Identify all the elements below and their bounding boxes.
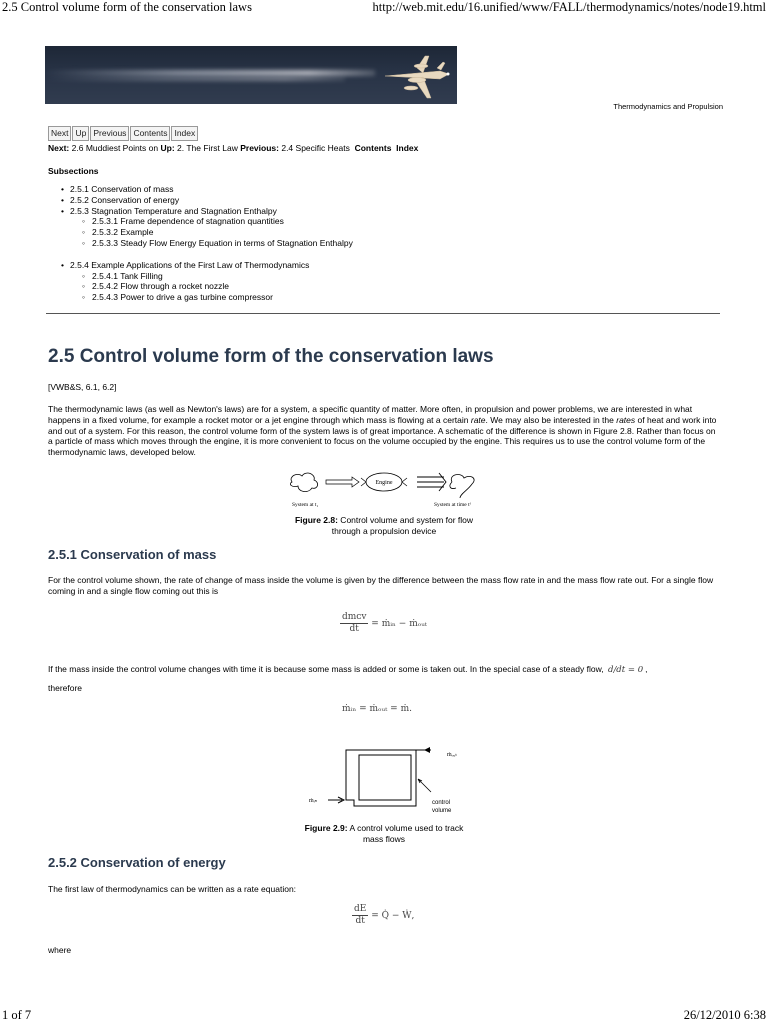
subsections-heading: Subsections	[48, 166, 99, 176]
section-title-2-5-2: 2.5.2 Conservation of energy	[48, 855, 226, 870]
system-blob-right	[450, 475, 474, 498]
toc-subitem[interactable]: ◦ 2.5.3.3 Steady Flow Energy Equation in terms of Stagnation Enthalpy	[82, 238, 353, 249]
where-paragraph: where	[48, 945, 72, 955]
toc-item[interactable]: • 2.5.2 Conservation of energy	[60, 195, 353, 206]
steady-mass-equation: ṁᵢₙ = ṁₒᵤₜ = ṁ.	[342, 704, 412, 714]
engine-label: Engine	[375, 480, 393, 486]
up-link[interactable]: 2. The First Law	[177, 143, 238, 153]
contents-link[interactable]: Contents	[354, 143, 392, 153]
next-link[interactable]: 2.6 Muddiest Points on	[71, 143, 159, 153]
page-title: 2.5 Control volume form of the conservation laws	[48, 346, 494, 367]
control-volume-outer	[346, 750, 416, 806]
up-label: Up:	[160, 143, 175, 153]
previous-link[interactable]: 2.4 Specific Heats	[281, 143, 350, 153]
steady-flow-paragraph: If the mass inside the control volume changes with time it is because some mass is added or some is taken out. In the special case of a steady flow, d/dt = 0 ,	[48, 664, 648, 675]
up-button[interactable]: Up	[72, 126, 89, 141]
print-header	[0, 0, 768, 18]
toc-subitem[interactable]: ◦ 2.5.4.2 Flow through a rocket nozzle	[82, 281, 353, 292]
mass-rate-equation: $\frac{\text{dmᴄᴠ}}{dt}$ = ṁᵢₙ − ṁₒᵤₜ	[342, 612, 428, 634]
toc-subitem[interactable]: ◦ 2.5.3.2 Example	[82, 227, 353, 238]
print-footer	[0, 1008, 768, 1024]
system-tf-label: System at time tᶠ	[434, 502, 471, 508]
figure-2-9-diagram	[306, 744, 466, 816]
therefore-paragraph: therefore	[48, 683, 83, 693]
system-t1-label: System at t₁	[292, 502, 319, 508]
system-blob-left	[290, 473, 317, 492]
triple-arrow-icon	[417, 473, 446, 491]
toc-item[interactable]: • 2.5.3 Stagnation Temperature and Stagnation Enthalpy ◦ 2.5.3.1 Frame dependence of stagnation quantities ◦ 2.5.3.2 Example ◦ 2.5.3.3 Steady Flow Energy Equation in terms of Stagnation Enthalpy	[60, 206, 353, 260]
volume-label: volume	[432, 808, 452, 814]
index-button[interactable]: Index	[171, 126, 198, 141]
index-link[interactable]: Index	[396, 143, 419, 153]
previous-label: Previous:	[240, 143, 279, 153]
figure-2-8-diagram	[286, 468, 486, 516]
page-counter: 1 of 7	[2, 1008, 32, 1022]
aircraft-icon	[45, 46, 457, 104]
control-volume-inner	[359, 755, 411, 800]
toc-subitem[interactable]: ◦ 2.5.4.1 Tank Filling	[82, 271, 353, 282]
control-label: control	[432, 800, 451, 806]
previous-button[interactable]: Previous	[90, 126, 129, 141]
contents-button[interactable]: Contents	[130, 126, 170, 141]
nav-line	[48, 143, 418, 153]
mass-paragraph: For the control volume shown, the rate of change of mass inside the volume is given by the difference between the mass flow rate in and the mass flow rate out. For a single flow coming in and a single flow coming out this is	[48, 575, 714, 596]
figure-2-9-caption: Figure 2.9: A control volume used to track mass flows	[304, 823, 464, 844]
print-url: http://web.mit.edu/16.unified/www/FALL/thermodynamics/notes/node19.html	[372, 0, 766, 14]
figure-2-8-caption: Figure 2.8: Control volume and system for flow through a propulsion device	[294, 515, 474, 536]
outflow-arrow-icon	[424, 747, 430, 753]
print-page-title: 2.5 Control volume form of the conservation laws	[2, 0, 252, 14]
toc-item[interactable]: • 2.5.1 Conservation of mass	[60, 184, 353, 195]
intro-paragraph: The thermodynamic laws (as well as Newton's laws) are for a system, a specific quantity of matter. More often, in propulsion and power problems, we are interested in what happens in a fixed volume, for example a rocket motor or a jet engine through which mass is flowing at a certain rate. We may also be interested in the rates of heat and work into and out of a system. For this reason, the control volume form of the system laws is of great importance. A schematic of the difference is shown in Figure 2.8. Rather than focus on a particle of mass which moves through the engine, it is more convenient to focus on the volume occupied by the engine. This requires us to use the control volume form of the thermodynamic laws, developed below.	[48, 404, 717, 458]
toc-list	[60, 184, 353, 303]
next-button[interactable]: Next	[48, 126, 71, 141]
energy-paragraph: The first law of thermodynamics can be written as a rate equation:	[48, 884, 297, 894]
energy-rate-equation: $\frac{dE}{dt}$ = Q̇ − Ẇ,	[354, 904, 415, 926]
toc-subitem[interactable]: ◦ 2.5.3.1 Frame dependence of stagnation quantities	[82, 216, 353, 227]
next-label: Next:	[48, 143, 70, 153]
toc-item[interactable]: • 2.5.4 Example Applications of the First Law of Thermodynamics ◦ 2.5.4.1 Tank Filling ◦ 2.5.4.2 Flow through a rocket nozzle ◦ 2.5.4.3 Power to drive a gas turbine compressor	[60, 260, 353, 303]
arrow-right-icon	[326, 477, 359, 487]
cv-pointer-arrow-icon	[418, 779, 431, 792]
m-in-label: ṁᵢₙ	[309, 798, 318, 804]
banner-image	[45, 46, 457, 104]
citation: [VWB&S, 6.1, 6.2]	[48, 382, 117, 392]
m-out-label: ṁₒᵤₜ	[447, 752, 458, 758]
site-tag: Thermodynamics and Propulsion	[613, 102, 723, 111]
nav-buttons	[48, 126, 198, 141]
print-timestamp: 26/12/2010 6:38	[683, 1008, 766, 1022]
toc-subitem[interactable]: ◦ 2.5.4.3 Power to drive a gas turbine compressor	[82, 292, 353, 303]
inflow-arrow-icon	[328, 797, 344, 803]
divider	[46, 313, 720, 314]
section-title-2-5-1: 2.5.1 Conservation of mass	[48, 547, 217, 562]
